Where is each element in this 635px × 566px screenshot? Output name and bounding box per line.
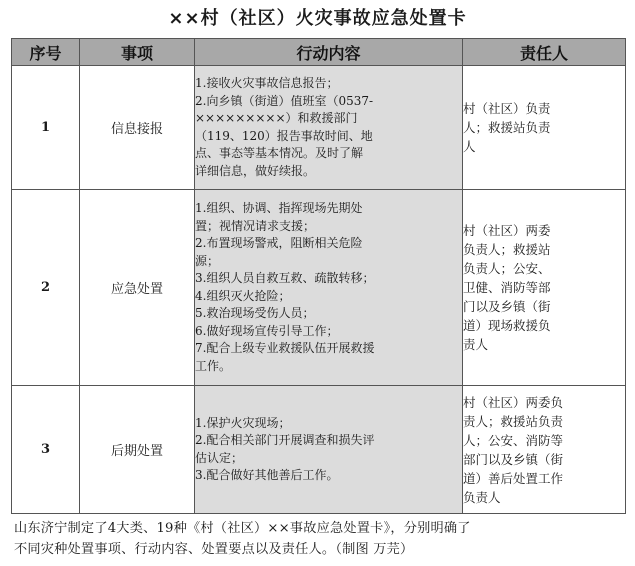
responsible-line: 人 <box>463 139 476 154</box>
action-line: 点、事态等基本情况。及时了解 <box>195 146 364 160</box>
row-actions <box>195 190 463 386</box>
action-line: 工作。 <box>195 358 232 373</box>
action-line: 2.布置现场警戒，阻断相关危险 <box>195 236 363 250</box>
table-header-row <box>12 39 626 66</box>
responsible-line: 负责人；公安、 <box>463 261 551 276</box>
action-line: 估认定； <box>195 450 244 465</box>
action-line: 7.配合上级专业救援队伍开展救援 <box>195 341 375 355</box>
action-line: （119、120）报告事故时间、地 <box>195 128 373 143</box>
action-line: 3.配合做好其他善后工作。 <box>195 468 339 482</box>
emergency-card-table <box>11 38 626 514</box>
responsible-line: 村（社区）两委 <box>463 223 551 238</box>
row-item: 信息接报 <box>80 66 195 190</box>
row-responsible <box>463 190 626 386</box>
action-line: 5.救治现场受伤人员； <box>195 306 315 320</box>
header-number: 序号 <box>12 39 80 66</box>
row-number: 2 <box>12 190 80 386</box>
action-line: 1.接收火灾事故信息报告； <box>195 76 339 90</box>
action-line: 1.保护火灾现场； <box>195 415 291 430</box>
responsible-line: 村（社区）负责 <box>463 101 551 116</box>
responsible-line: 人；公安、消防等 <box>463 432 564 448</box>
row-actions <box>195 386 463 514</box>
action-line: 置；视情况请求支援； <box>195 218 316 233</box>
row-item: 后期处置 <box>80 386 195 514</box>
responsible-line: 人；救援站负责 <box>463 120 551 135</box>
responsible-line: 部门以及乡镇（街 <box>463 451 564 467</box>
caption-line: 不同灾种处置事项、行动内容、处置要点以及责任人。（制图 万芫） <box>14 542 414 557</box>
card-title: ××村（社区）火灾事故应急处置卡 <box>168 8 467 29</box>
action-line: 1.组织、协调、指挥现场先期处 <box>195 201 363 215</box>
action-line: 2.向乡镇（街道）值班室（0537- <box>195 93 374 108</box>
action-line: 2.配合相关部门开展调查和损失评 <box>195 433 375 447</box>
responsible-line: 道）善后处置工作 <box>463 470 564 486</box>
caption-line: 山东济宁制定了4大类、19种《村（社区）××事故应急处置卡》，分别明确了 <box>14 521 471 536</box>
responsible-line: 卫健、消防等部 <box>463 280 551 295</box>
row-actions <box>195 66 463 190</box>
action-line: 6.做好现场宣传引导工作； <box>195 323 339 338</box>
responsible-line: 责人；救援站负责 <box>463 413 564 429</box>
responsible-line: 负责人；救援站 <box>463 242 551 257</box>
table-row <box>12 386 626 514</box>
header-responsible: 责任人 <box>463 39 626 66</box>
table-row <box>12 66 626 190</box>
figure-caption <box>14 518 626 560</box>
responsible-line: 村（社区）两委负 <box>463 394 564 410</box>
responsible-line: 门以及乡镇（街 <box>463 299 551 314</box>
responsible-line: 责人 <box>463 337 489 352</box>
table-row <box>12 190 626 386</box>
header-actions: 行动内容 <box>195 39 463 66</box>
row-item: 应急处置 <box>80 190 195 386</box>
header-item: 事项 <box>80 39 195 66</box>
action-line: ×××××××××）和救援部门 <box>195 111 358 125</box>
row-number: 1 <box>12 66 80 190</box>
action-line: 详细信息，做好续报。 <box>195 163 316 178</box>
row-number: 3 <box>12 386 80 514</box>
row-responsible <box>463 386 626 514</box>
action-line: 3.组织人员自救互救、疏散转移； <box>195 271 375 285</box>
row-responsible <box>463 66 626 190</box>
action-line: 源； <box>195 253 220 268</box>
responsible-line: 负责人 <box>463 489 501 505</box>
action-line: 4.组织灭火抢险； <box>195 288 291 303</box>
responsible-line: 道）现场救援负 <box>463 318 551 333</box>
